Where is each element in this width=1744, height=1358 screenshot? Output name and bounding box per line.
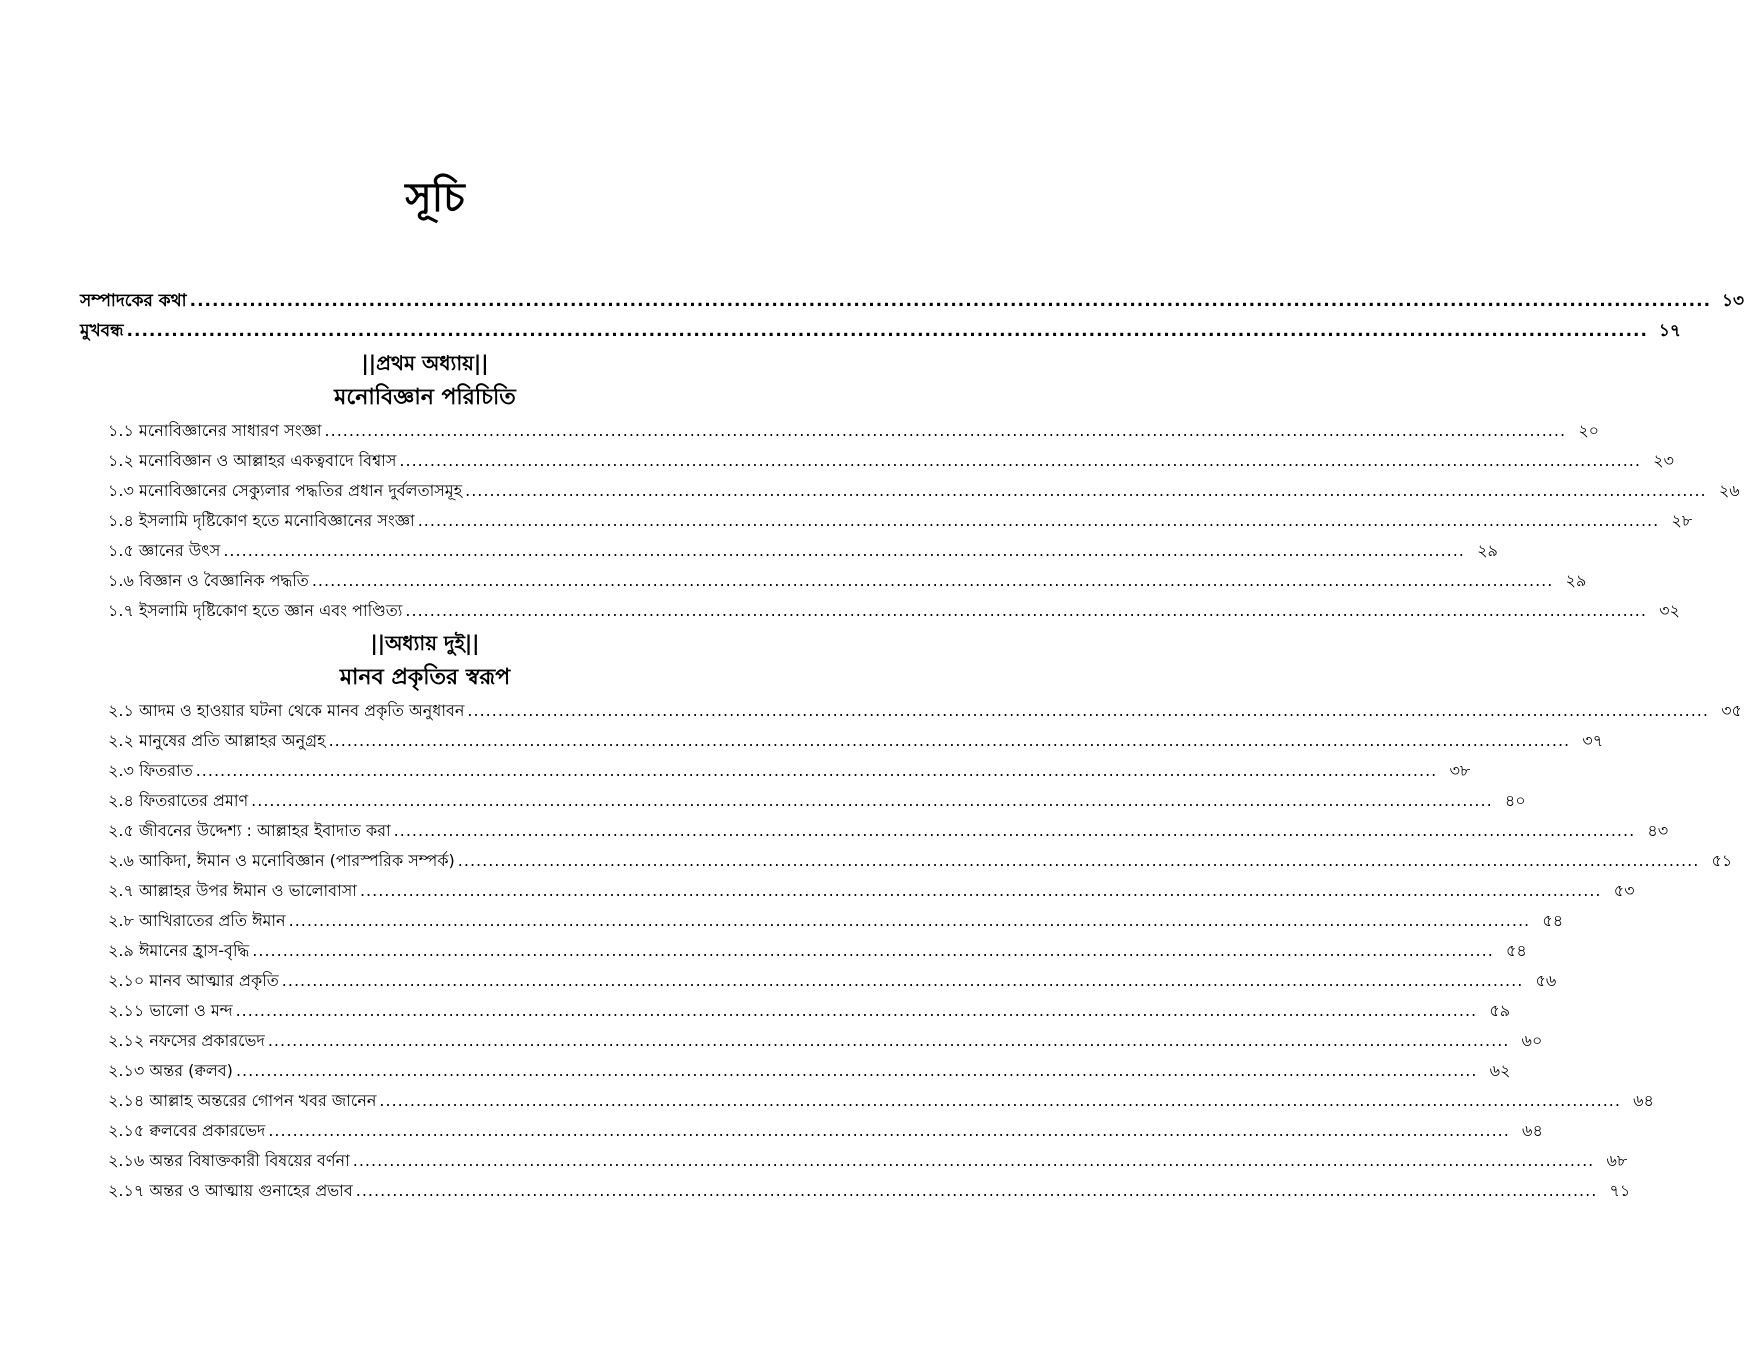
chapter-1-entries (80, 416, 1740, 626)
toc-entry-label: ২.১৪ আল্লাহ অন্তরের গোপন খবর জানেন (108, 1091, 377, 1110)
toc-entry-page: ২০ (1578, 421, 1600, 440)
toc-entry-label: ১.৭ ইসলামি দৃষ্টিকোণ হতে জ্ঞান এবং পাণ্ডিত্য (108, 601, 403, 620)
toc-entry-label: ২.২ মানুষের প্রতি আল্লাহর অনুগ্রহ (108, 731, 326, 750)
toc-entry-label: ২.১০ মানব আত্মার প্রকৃতি (108, 971, 279, 990)
dot-leader (127, 316, 1648, 346)
dot-leader (236, 1056, 1478, 1086)
toc-entry[interactable] (108, 876, 1635, 906)
dot-leader (268, 1116, 1510, 1146)
toc-entry[interactable] (108, 1146, 1628, 1176)
dot-leader (465, 476, 1707, 506)
dot-leader (360, 876, 1602, 906)
toc-entry[interactable] (108, 446, 1674, 476)
toc-entry[interactable] (108, 966, 1557, 996)
dot-leader (190, 286, 1711, 316)
toc-entry-page: ৫৬ (1535, 971, 1557, 990)
table-of-contents (80, 286, 1744, 1206)
toc-entry-page: ৩২ (1659, 601, 1680, 620)
toc-entry-label: ২.১১ ভালো ও মন্দ (108, 1001, 233, 1020)
dot-leader (223, 536, 1465, 566)
toc-entry-page: ৩৫ (1721, 701, 1742, 720)
dot-leader (252, 936, 1494, 966)
page-title: সূচি (405, 175, 465, 221)
dot-leader (418, 506, 1660, 536)
toc-entry-page: ৩৮ (1449, 761, 1471, 780)
toc-entry-label: ২.১৩ অন্তর (ক্বলব) (108, 1061, 233, 1080)
dot-leader (467, 696, 1709, 726)
toc-entry[interactable] (108, 416, 1600, 446)
dot-leader (379, 1086, 1621, 1116)
chapter-1-heading: ||প্রথম অধ্যায়|| (361, 351, 489, 375)
toc-entry-page: ৫৩ (1613, 881, 1635, 900)
toc-entry[interactable] (108, 1086, 1654, 1116)
chapter-2-entries (80, 696, 1742, 1206)
toc-entry-label: ২.৭ আল্লাহর উপর ঈমান ও ভালোবাসা (108, 881, 357, 900)
toc-entry[interactable] (108, 906, 1564, 936)
toc-entry-page: ৫৪ (1542, 911, 1564, 930)
toc-entry-page: ৫৪ (1506, 941, 1527, 960)
toc-entry[interactable] (108, 536, 1498, 566)
toc-entry[interactable] (108, 696, 1742, 726)
dot-leader (312, 566, 1554, 596)
toc-entry[interactable] (108, 566, 1587, 596)
toc-entry-label: মুখবন্ধ (80, 321, 124, 341)
toc-entry[interactable] (108, 1026, 1543, 1056)
dot-leader (196, 756, 1438, 786)
toc-entry-page: ৫১ (1711, 851, 1733, 870)
dot-leader (356, 1176, 1598, 1206)
toc-entry[interactable] (108, 476, 1740, 506)
dot-leader (325, 416, 1567, 446)
toc-entry[interactable] (108, 846, 1733, 876)
toc-entry[interactable] (108, 996, 1511, 1026)
toc-entry-label: ২.৪ ফিতরাতের প্রমাণ (108, 791, 249, 810)
dot-leader (282, 966, 1524, 996)
toc-entry-page: ২৩ (1653, 451, 1674, 470)
toc-entry[interactable] (108, 726, 1604, 756)
toc-entry-front-matter[interactable] (80, 286, 1744, 316)
chapter-2-heading: ||অধ্যায় দুই|| (370, 631, 480, 655)
dot-leader (329, 726, 1571, 756)
toc-entry[interactable] (108, 1176, 1631, 1206)
toc-entry-page: ৭১ (1609, 1181, 1631, 1200)
toc-entry-label: ১.১ মনোবিজ্ঞানের সাধারণ সংজ্ঞা (108, 421, 322, 440)
toc-entry-label: ২.৬ আকিদা, ঈমান ও মনোবিজ্ঞান (পারস্পরিক সম্পর্ক) (108, 851, 455, 870)
toc-entry-label: ২.৫ জীবনের উদ্দেশ্য : আল্লাহর ইবাদাত করা (108, 821, 391, 840)
toc-entry-page: ৬০ (1521, 1031, 1543, 1050)
toc-entry-front-matter[interactable] (80, 316, 1681, 346)
dot-leader (399, 446, 1641, 476)
dot-leader (353, 1146, 1595, 1176)
toc-entry[interactable] (108, 786, 1526, 816)
toc-entry-label: ২.১৬ অন্তর বিষাক্তকারী বিষয়ের বর্ণনা (108, 1151, 350, 1170)
toc-entry-label: ২.১ আদম ও হাওয়ার ঘটনা থেকে মানব প্রকৃতি অনুধাবন (108, 701, 465, 720)
toc-entry-page: ৩৭ (1582, 731, 1604, 750)
chapter-1-subtitle: মনোবিজ্ঞান পরিচিতি (334, 385, 516, 410)
toc-entry[interactable] (108, 1116, 1543, 1146)
dot-leader (268, 1026, 1510, 1056)
toc-entry-page: ২৯ (1477, 541, 1498, 560)
toc-entry-page: ৬৮ (1606, 1151, 1628, 1170)
toc-entry-label: ১.৬ বিজ্ঞান ও বৈজ্ঞানিক পদ্ধতি (108, 571, 309, 590)
toc-entry-label: ১.৫ জ্ঞানের উৎস (108, 541, 221, 560)
toc-entry[interactable] (108, 596, 1680, 626)
toc-entry-page: ৪০ (1504, 791, 1526, 810)
toc-entry-label: ১.৩ মনোবিজ্ঞানের সেক্যুলার পদ্ধতির প্রধান দুর্বলতাসমূহ (108, 481, 463, 500)
toc-entry-label: ২.১৭ অন্তর ও আত্মায় গুনাহের প্রভাব (108, 1181, 353, 1200)
toc-entry-page: ৬৪ (1633, 1091, 1654, 1110)
toc-entry-page: ১৭ (1658, 321, 1681, 341)
toc-entry[interactable] (108, 816, 1669, 846)
chapter-2-subtitle: মানব প্রকৃতির স্বরূপ (339, 665, 511, 690)
toc-entry-label: ১.৪ ইসলামি দৃষ্টিকোণ হতে মনোবিজ্ঞানের সংজ্ঞা (108, 511, 415, 530)
toc-entry-label: ২.১৫ ক্বলবের প্রকারভেদ (108, 1121, 266, 1140)
dot-leader (251, 786, 1493, 816)
toc-entry-label: ২.১২ নফসের প্রকারভেদ (108, 1031, 265, 1050)
dot-leader (458, 846, 1700, 876)
dot-leader (394, 816, 1636, 846)
toc-entry-label: ১.২ মনোবিজ্ঞান ও আল্লাহর একত্ববাদে বিশ্বাস (108, 451, 397, 470)
toc-entry-page: ৬৪ (1522, 1121, 1543, 1140)
toc-entry-page: ৬২ (1489, 1061, 1511, 1080)
toc-entry-page: ২৯ (1565, 571, 1587, 590)
toc-entry[interactable] (108, 1056, 1511, 1086)
toc-entry-page: ৪৩ (1647, 821, 1669, 840)
toc-entry-page: ৫৯ (1489, 1001, 1511, 1020)
dot-leader (236, 996, 1478, 1026)
toc-entry-page: ২৬ (1718, 481, 1740, 500)
dot-leader (405, 596, 1647, 626)
toc-entry-page: ১৩ (1721, 291, 1744, 311)
toc-entry-label: ২.৯ ঈমানের হ্রাস-বৃদ্ধি (108, 941, 250, 960)
dot-leader (289, 906, 1531, 936)
toc-entry-label: ২.৩ ফিতরাত (108, 761, 193, 780)
toc-entry-label: ২.৮ আখিরাতের প্রতি ঈমান (108, 911, 286, 930)
toc-entry[interactable] (108, 506, 1693, 536)
toc-entry[interactable] (108, 756, 1471, 786)
toc-entry-page: ২৮ (1671, 511, 1693, 530)
toc-entry-label: সম্পাদকের কথা (80, 291, 187, 311)
toc-entry[interactable] (108, 936, 1527, 966)
